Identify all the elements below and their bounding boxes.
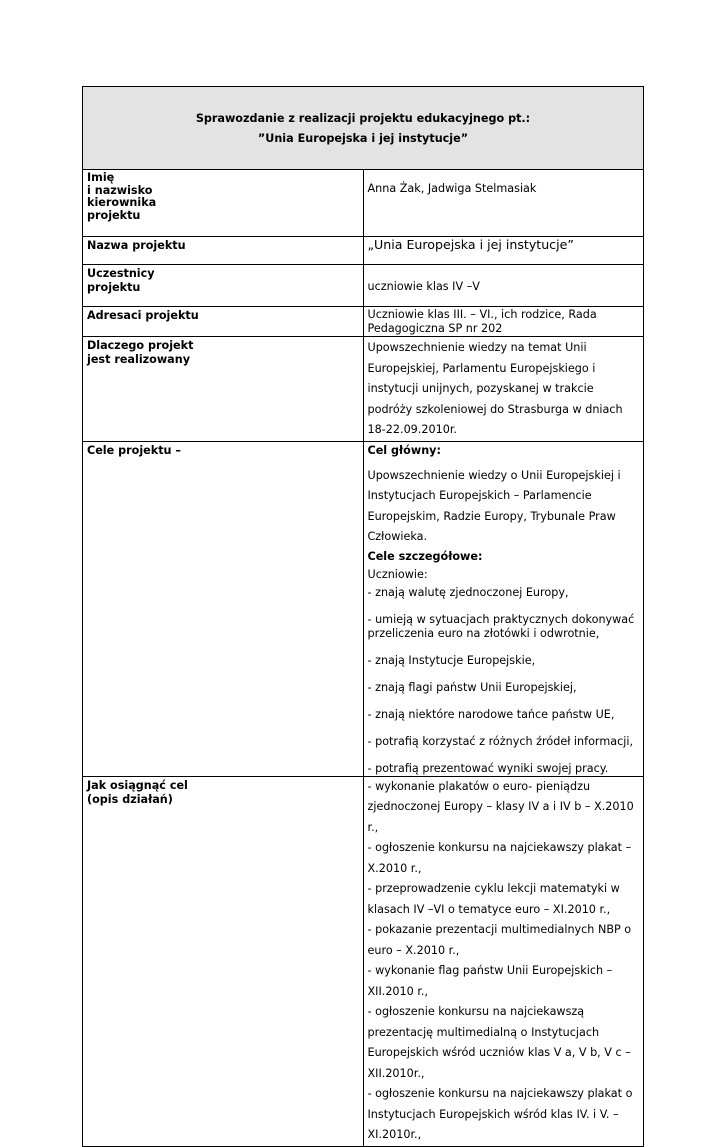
action-item: - ogłoszenie konkursu na najciekawszą prezentację multimedialną o Instytucjach Europejskich wśród uczniów klas V a, V b, V c – XII.2010r., — [367, 1005, 631, 1080]
action-item: - pokazanie prezentacji multimedialnych NBP o euro – X.2010 r., — [367, 923, 632, 957]
report-title — [83, 87, 644, 170]
main-goal-text: Upowszechnienie wiedzy o Unii Europejskiej i Instytucjach Europejskich – Parlamencie Europejskim, Radzie Europy, Trybunale Praw Człowieka. — [367, 468, 621, 543]
report-table — [82, 86, 644, 1147]
header-row — [83, 87, 644, 170]
participants-value: uczniowie klas IV –V — [363, 265, 644, 307]
goal-item: - potrafią prezentować wyniki swojej pracy. — [367, 761, 609, 775]
row-how — [83, 776, 644, 1146]
title-line-2: ”Unia Europejska i jej instytucje” — [257, 132, 469, 145]
how-value — [363, 776, 644, 1146]
goals-label: Cele projektu – — [83, 441, 364, 776]
detail-goals-intro: Uczniowie: — [367, 567, 428, 581]
goals-value — [363, 441, 644, 776]
report-document — [82, 86, 644, 1147]
goal-item: - znają flagi państw Unii Europejskiej, — [367, 680, 577, 694]
project-name-value: „Unia Europejska i jej instytucje” — [363, 237, 644, 265]
row-why — [83, 337, 644, 442]
why-value: Upowszechnienie wiedzy na temat Unii Europejskiej, Parlamentu Europejskiego i instytucji unijnych, pozyskanej w trakcie podróży szkoleniowej do Strasburga w dniach 18-22.09.2010r. — [363, 337, 644, 442]
detail-goals-title: Cele szczegółowe: — [367, 549, 483, 563]
action-item: - przeprowadzenie cyklu lekcji matematyki w klasach IV –VI o tematyce euro – XI.2010 r., — [367, 882, 620, 916]
row-addressees — [83, 307, 644, 337]
goal-item: - znają niektóre narodowe tańce państw UE, — [367, 707, 615, 721]
addressees-label: Adresaci projektu — [83, 307, 364, 337]
action-item: - wykonanie plakatów o euro- pieniądzu zjednoczonej Europy – klasy IV a i IV b – X.2010 r., — [367, 779, 634, 834]
goal-item: - potrafią korzystać z różnych źródeł informacji, — [367, 734, 633, 748]
leader-label: Imię i nazwisko kierownika projektu — [83, 170, 364, 237]
row-goals — [83, 441, 644, 776]
row-participants — [83, 265, 644, 307]
participants-label: Uczestnicy projektu — [83, 265, 364, 307]
action-item: - wykonanie flag państw Unii Europejskich – XII.2010 r., — [367, 964, 613, 998]
action-item: - ogłoszenie konkursu na najciekawszy plakat o Instytucjach Europejskich wśród klas IV. i V. – XI.2010r., — [367, 1087, 633, 1141]
row-leader — [83, 170, 644, 237]
why-label: Dlaczego projekt jest realizowany — [83, 337, 364, 442]
goal-item: - znają walutę zjednoczonej Europy, — [367, 585, 569, 599]
action-item: - ogłoszenie konkursu na najciekawszy plakat – X.2010 r., — [367, 841, 632, 875]
title-line-1: Sprawozdanie z realizacji projektu edukacyjnego pt.: — [195, 112, 531, 125]
goal-item: - znają Instytucje Europejskie, — [367, 653, 536, 667]
addressees-value: Uczniowie klas III. – VI., ich rodzice, Rada Pedagogiczna SP nr 202 — [363, 307, 644, 337]
how-label: Jak osiągnąć cel (opis działań) — [83, 776, 364, 1146]
row-project-name — [83, 237, 644, 265]
leader-value: Anna Żak, Jadwiga Stelmasiak — [363, 170, 644, 237]
main-goal-title: Cel główny: — [367, 443, 441, 457]
project-name-label: Nazwa projektu — [83, 237, 364, 265]
goal-item: - umieją w sytuacjach praktycznych dokonywać przeliczenia euro na złotówki i odwrotnie, — [367, 612, 635, 640]
